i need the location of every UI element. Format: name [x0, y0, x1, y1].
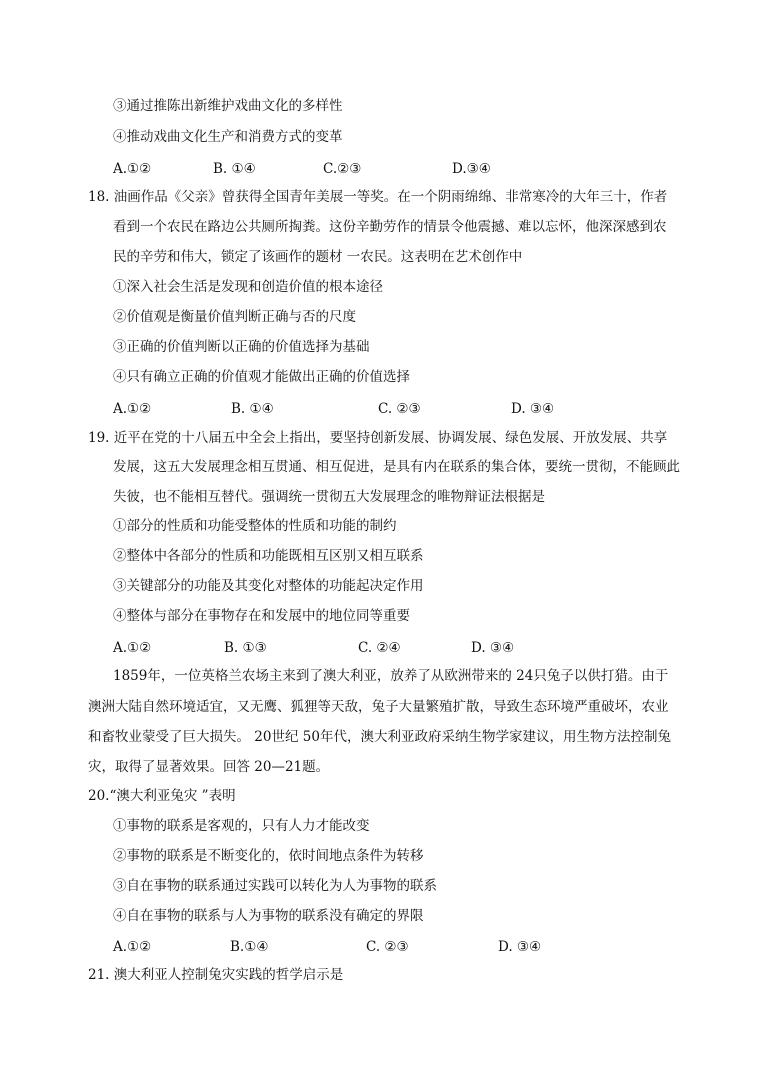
- q20-item-3: ③自在事物的联系通过实践可以转化为人为事物的联系: [113, 878, 437, 894]
- passage-line-4: 灾，取得了显著效果。回答 20—21题。: [88, 759, 330, 775]
- q19-stem-line-3: 失彼，也不能相互替代。强调统一贯彻五大发展理念的唯物辩证法根据是: [113, 489, 545, 505]
- q20-item-4: ④自在事物的联系与人为事物的联系没有确定的界限: [113, 908, 424, 924]
- q17-item-3: ③通过推陈出新维护戏曲文化的多样性: [113, 98, 343, 114]
- q18-option-b: B. ①④: [231, 401, 274, 417]
- passage-line-3: 和畜牧业蒙受了巨大损失。 20世纪 50年代，澳大利亚政府采纳生物学家建议，用生物方法控制兔: [88, 729, 671, 745]
- q20-option-b: B.①④: [230, 939, 269, 955]
- q19-item-4: ④整体与部分在事物存在和发展中的地位同等重要: [113, 608, 410, 624]
- q18-stem-line-2: 看到一个农民在路边公共厕所掏粪。这份辛勤劳作的情景令他震撼、难以忘怀，他深深感到农: [113, 219, 667, 235]
- q19-stem-line-2: 发展，这五大发展理念相互贯通、相互促进，是具有内在联系的集合体，要统一贯彻，不能顾此: [113, 459, 680, 475]
- q18-item-3: ③正确的价值判断以正确的价值选择为基础: [113, 339, 370, 355]
- q17-option-c: C.②③: [323, 161, 362, 177]
- q17-item-4: ④推动戏曲文化生产和消费方式的变革: [113, 129, 343, 145]
- q19-option-b: B. ①③: [224, 640, 267, 656]
- q18-option-a: A.①②: [113, 401, 152, 417]
- q17-option-d: D.③④: [452, 161, 491, 177]
- q18-item-2: ②价值观是衡量价值判断正确与否的尺度: [113, 309, 356, 325]
- q20-item-2: ②事物的联系是不断变化的，依时间地点条件为转移: [113, 848, 424, 864]
- q20-item-1: ①事物的联系是客观的，只有人力才能改变: [113, 818, 370, 834]
- q19-item-1: ①部分的性质和功能受整体的性质和功能的制约: [113, 518, 397, 534]
- passage-line-2: 澳洲大陆自然环境适宜，又无鹰、狐狸等天敌，兔子大量繁殖扩散，导致生态环境严重破坏，农业: [88, 699, 669, 715]
- q18-stem-line-3: 民的辛劳和伟大，锁定了该画作的题材 一农民。这表明在艺术创作中: [113, 249, 523, 265]
- q20-option-d: D. ③④: [498, 939, 542, 955]
- q18-option-c: C. ②③: [378, 401, 421, 417]
- q21-stem: 21. 澳大利亚人控制兔灾实践的哲学启示是: [88, 967, 344, 983]
- q19-option-d: D. ③④: [471, 640, 515, 656]
- q19-item-2: ②整体中各部分的性质和功能既相互区别又相互联系: [113, 548, 424, 564]
- q19-stem-line-1: 19. 近平在党的十八届五中全会上指出，要坚持创新发展、协调发展、绿色发展、开放发展、共享: [88, 430, 668, 446]
- q17-option-b: B. ①④: [213, 161, 256, 177]
- q19-option-c: C. ②④: [358, 640, 401, 656]
- q20-option-c: C. ②③: [366, 939, 409, 955]
- q20-option-a: A.①②: [113, 939, 152, 955]
- passage-line-1: 1859年，一位英格兰农场主来到了澳大利亚，放养了从欧洲带来的 24只兔子以供打猎。由于: [113, 668, 669, 684]
- q19-item-3: ③关键部分的功能及其变化对整体的功能起决定作用: [113, 578, 424, 594]
- q18-item-1: ①深入社会生活是发现和创造价值的根本途径: [113, 279, 383, 295]
- q19-option-a: A.①②: [113, 640, 152, 656]
- q18-stem-line-1: 18. 油画作品《父亲》曾获得全国青年美展一等奖。在一个阴雨绵绵、非常寒冷的大年三十，作者: [88, 189, 668, 205]
- q17-option-a: A.①②: [113, 161, 152, 177]
- q20-stem: 20.“澳大利亚兔灾 ”表明: [88, 788, 236, 804]
- q18-option-d: D. ③④: [511, 401, 555, 417]
- q18-item-4: ④只有确立正确的价值观才能做出正确的价值选择: [113, 369, 410, 385]
